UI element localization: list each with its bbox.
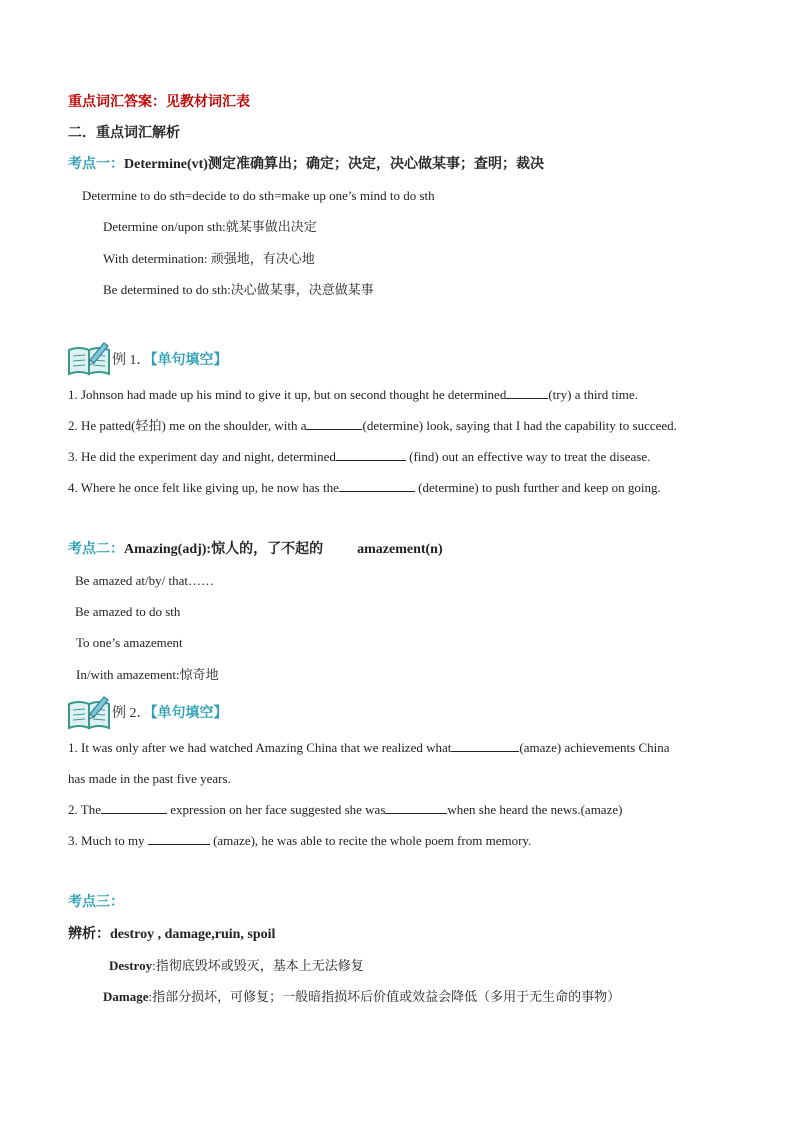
point1-label: 考点一： xyxy=(68,157,124,172)
item-text: 3. Much to my xyxy=(68,833,148,848)
item-text: (find) out an effective way to treat the disease. xyxy=(405,449,651,464)
destroy-line xyxy=(109,957,364,975)
damage-word: Damage xyxy=(103,989,149,1004)
example1-item-1 xyxy=(68,386,638,404)
point2-line-4: In/with amazement:惊奇地 xyxy=(76,667,219,682)
item-text: 1. It was only after we had watched Amazing China that we realized what xyxy=(68,740,452,755)
point3-label: 考点三： xyxy=(68,895,124,910)
point1-line-2: Determine on/upon sth:就某事做出决定 xyxy=(103,219,317,234)
point2-title: Amazing(adj):惊人的，了不起的 xyxy=(124,542,324,557)
point2-line-3: To one’s amazement xyxy=(76,635,183,650)
analysis-heading xyxy=(68,926,275,944)
example1-label: 例 1． xyxy=(112,353,151,368)
answer-blank[interactable] xyxy=(336,448,406,461)
item-text: (try) a third time. xyxy=(548,387,638,402)
damage-line xyxy=(103,988,620,1006)
example2-item-1-cont: has made in the past five years. xyxy=(68,771,231,786)
answer-blank[interactable] xyxy=(339,479,415,492)
example2-item-3 xyxy=(68,832,531,850)
item-text: 2. The xyxy=(68,802,101,817)
item-text: 1. Johnson had made up his mind to give it up, but on second thought he determined xyxy=(68,387,507,402)
item-text: when she heard the news.(amaze) xyxy=(447,802,623,817)
item-text: 4. Where he once felt like giving up, he now has the xyxy=(68,480,339,495)
example1-item-3 xyxy=(68,448,650,466)
answer-blank[interactable] xyxy=(306,417,362,430)
damage-definition: :指部分损坏，可修复；一般暗指损坏后价值或效益会降低（多用于无生命的事物） xyxy=(148,989,621,1004)
answer-blank[interactable] xyxy=(506,386,548,399)
example2-item-1 xyxy=(68,739,670,757)
answer-blank[interactable] xyxy=(451,739,519,752)
example1-item-2 xyxy=(68,417,677,435)
example1-heading xyxy=(112,349,228,369)
point1-title: Determine(vt)测定准确算出；确定；决定，决心做某事；查明；裁决 xyxy=(124,157,544,172)
example1-tag: 【单句填空】 xyxy=(150,353,228,368)
point1-heading xyxy=(68,156,544,174)
point2-heading xyxy=(68,541,443,559)
item-text: 2. He patted(轻拍) me on the shoulder, with a xyxy=(68,418,307,433)
destroy-definition: :指彻底毁坏或毁灭，基本上无法修复 xyxy=(152,958,364,973)
example1-item-4 xyxy=(68,479,661,497)
point1-line-4: Be determined to do sth:决心做某事，决意做某事 xyxy=(103,282,374,297)
item-text: (determine) to push further and keep on going. xyxy=(414,480,661,495)
point1-line-1: Determine to do sth=decide to do sth=make up one’s mind to do sth xyxy=(82,188,435,203)
example2-item-2 xyxy=(68,801,622,819)
point1-line-3: With determination: 顽强地，有决心地 xyxy=(103,251,315,266)
answer-blank[interactable] xyxy=(148,832,210,845)
example2-heading xyxy=(112,702,228,722)
answer-blank[interactable] xyxy=(101,801,167,814)
analysis-label: 辨析： xyxy=(68,927,110,942)
analysis-words: destroy , damage,ruin, spoil xyxy=(110,927,276,942)
item-text: 3. He did the experiment day and night, determined xyxy=(68,449,336,464)
item-text: (amaze) achievements China xyxy=(519,740,670,755)
example2-label: 例 2． xyxy=(112,706,151,721)
section-title: 二．重点词汇解析 xyxy=(68,126,180,141)
point2-noun: amazement(n) xyxy=(357,542,443,557)
point2-line-1: Be amazed at/by/ that…… xyxy=(75,573,214,588)
example2-tag: 【单句填空】 xyxy=(150,706,228,721)
point2-line-2: Be amazed to do sth xyxy=(75,604,181,619)
item-text: (determine) look, saying that I had the capability to succeed. xyxy=(362,418,677,433)
point2-label: 考点二： xyxy=(68,542,124,557)
destroy-word: Destroy xyxy=(109,958,153,973)
answer-blank[interactable] xyxy=(385,801,447,814)
book-pencil-icon xyxy=(66,694,112,730)
answer-heading: 重点词汇答案：见教材词汇表 xyxy=(68,95,250,110)
item-text: (amaze), he was able to recite the whole poem from memory. xyxy=(209,833,532,848)
book-pencil-icon xyxy=(66,340,112,376)
item-text: expression on her face suggested she was xyxy=(166,802,386,817)
